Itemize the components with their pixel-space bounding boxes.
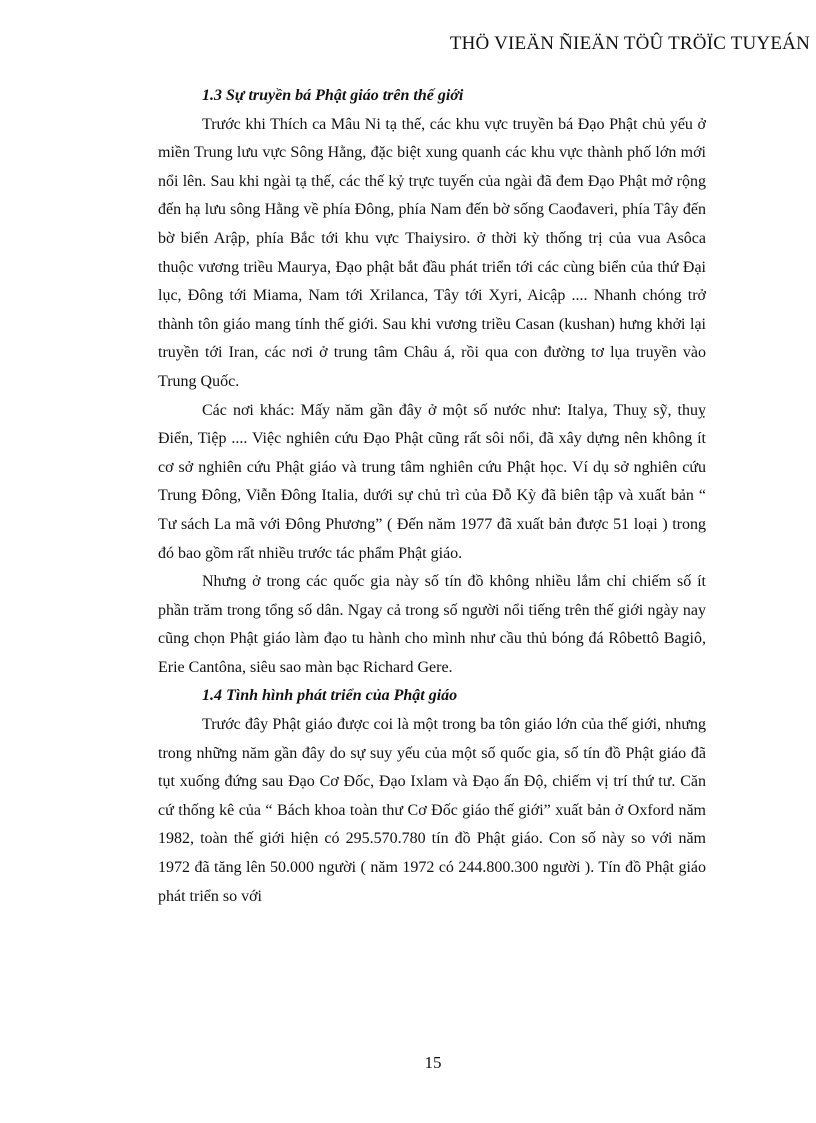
page-number: 15	[424, 1053, 442, 1072]
paragraph: Trước đây Phật giáo được coi là một trong ba tôn giáo lớn của thế giới, nhưng trong những năm gần đây do sự suy yếu của một số quốc gia, số tín đồ Phật giáo đã tụt xuống đứng sau Đạo Cơ Đốc, Đạo Ixlam và Đạo ấn Độ, chiếm vị trí thứ tư. Căn cứ thống kê của “ Bách khoa toàn thư Cơ Đốc giáo thế giới” xuất bản ở Oxford năm 1982, toàn thế giới hiện có 295.570.780 tín đồ Phật giáo. Con số này so với năm 1972 đã tăng lên 50.000 người ( năm 1972 có 244.800.300 người ). Tín đồ Phật giáo phát triển so với	[158, 716, 706, 905]
running-header: THÖ VIEÄN ÑIEÄN TÖÛ TRÖÏC TUYEÁN	[449, 33, 810, 54]
paragraph: Nhưng ở trong các quốc gia này số tín đồ không nhiều lắm chỉ chiếm số ít phần trăm trong tổng số dân. Ngay cả trong số người nổi tiếng trên thế giới ngày nay cũng chọn Phật giáo làm đạo tu hành cho mình như cầu thủ bóng đá Rôbettô Bagiô, Erie Cantôna, siêu sao màn bạc Richard Gere.	[158, 573, 706, 676]
document-body	[158, 82, 706, 911]
paragraph: Trước khi Thích ca Mâu Ni tạ thế, các khu vực truyền bá Đạo Phật chủ yếu ở miền Trung lưu vực Sông Hằng, đặc biệt xung quanh các khu vực thành phố lớn mới nổi lên. Sau khi ngài tạ thế, các thế kỷ trực tuyến của ngài đã đem Đạo Phật mở rộng đến hạ lưu sông Hằng về phía Đông, phía Nam đến bờ sống Caođaveri, phía Tây đến bờ biển Arập, phía Bắc tới khu vực Thaiysiro. ở thời kỳ thống trị của vua Asôca thuộc vương triều Maurya, Đạo phật bắt đầu phát triển tới các cùng biển của thứ Đại lục, Đông tới Miama, Nam tới Xrilanca, Tây tới Xyri, Aicập .... Nhanh chóng trở thành tôn giáo mang tính thế giới. Sau khi vương triều Casan (kushan) hưng khởi lại truyền tới Iran, các nơi ở trung tâm Châu á, rồi qua con đường tơ lụa truyền vào Trung Quốc.	[158, 115, 706, 390]
paragraph: Các nơi khác: Mấy năm gần đây ở một số nước như: Italya, Thuỵ sỹ, thuỵ Điển, Tiệp .... Việc nghiên cứu Đạo Phật cũng rất sôi nổi, đã xây dựng nên không ít cơ sở nghiên cứu Phật giáo và trung tâm nghiên cứu Phật học. Ví dụ sở nghiên cứu Trung Đông, Viễn Đông Italia, dưới sự chủ trì của Đỗ Kỳ đã biên tập và xuất bản “ Tư sách La mã với Đông Phương” ( Đến năm 1977 đã xuất bản được 51 loại ) trong đó bao gồm rất nhiều trước tác phẩm Phật giáo.	[158, 401, 706, 562]
section-heading-1-4: 1.4 Tình hình phát triển của Phật giáo	[202, 687, 458, 705]
section-heading-1-3: 1.3 Sự truyền bá Phật giáo trên thế giới	[202, 87, 464, 104]
